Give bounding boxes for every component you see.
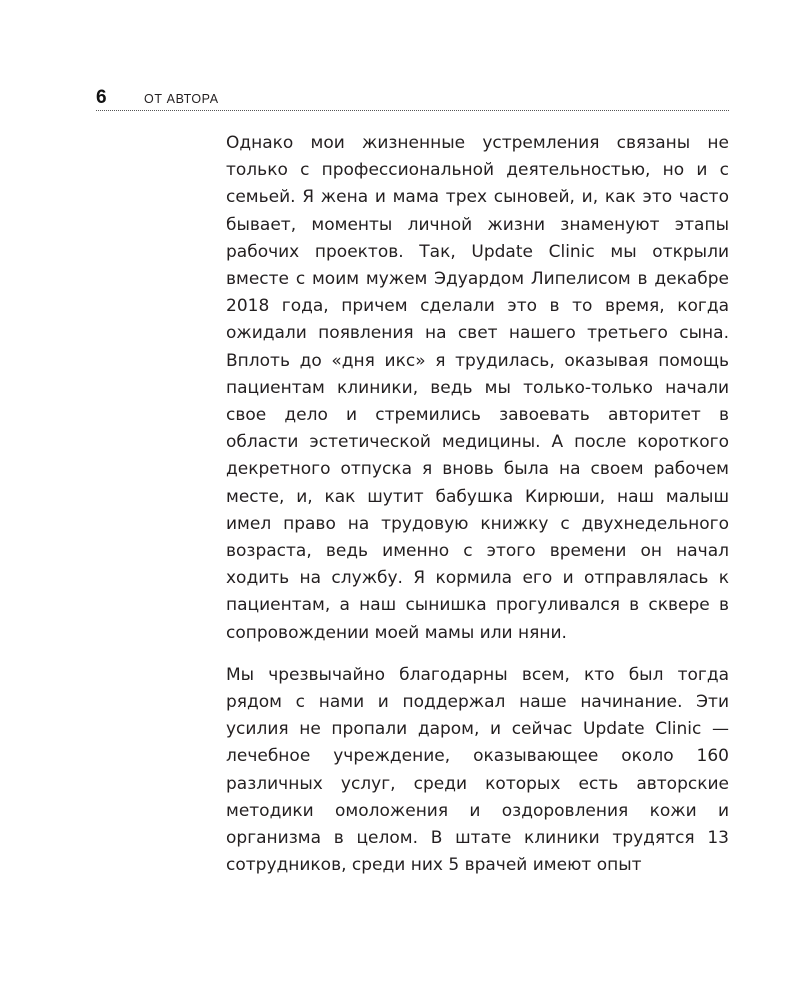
- section-title: ОТ АВТОРА: [144, 92, 219, 106]
- paragraph: Мы чрезвычайно благодарны всем, кто был тогда рядом с нами и поддержал наше начинание. Эти усилия не пропали даром, и сейчас Update Clinic — лечебное учреждение, оказывающее около 160 различных услуг, среди которых есть авторские методики омоложения и оздоровления кожи и организма в целом. В штате клиники трудятся 13 сотрудников, среди них 5 врачей имеют опыт: [226, 664, 729, 876]
- paragraph: Однако мои жизненные устремления связаны не только с профессиональной деятельностью, но и с семьей. Я жена и мама трех сыновей, и, как это часто бывает, моменты личной жизни знаменуют этапы рабочих проектов. Так, Update Clinic мы открыли вместе с моим мужем Эдуардом Липелисом в декабре 2018 года, причем сделали это в то время, когда ожидали появления на свет нашего третьего сына. Вплоть до «дня икс» я трудилась, оказывая помощь пациентам клиники, ведь мы только-только начали свое дело и стремились завоевать авторитет в области эстетической медицины. А после короткого декретного отпуска я вновь была на своем рабочем месте, и, как шутит бабушка Кирюши, наш малыш имел право на трудовую книжку с двухнедельного возраста, ведь именно с этого времени он начал ходить на службу. Я кормила его и отправлялась к пациентам, а наш сынишка прогуливался в сквере в сопровождении моей мамы или няни.: [226, 133, 729, 643]
- page-number: 6: [96, 87, 107, 108]
- body-text: [226, 130, 729, 894]
- running-header: [96, 86, 729, 111]
